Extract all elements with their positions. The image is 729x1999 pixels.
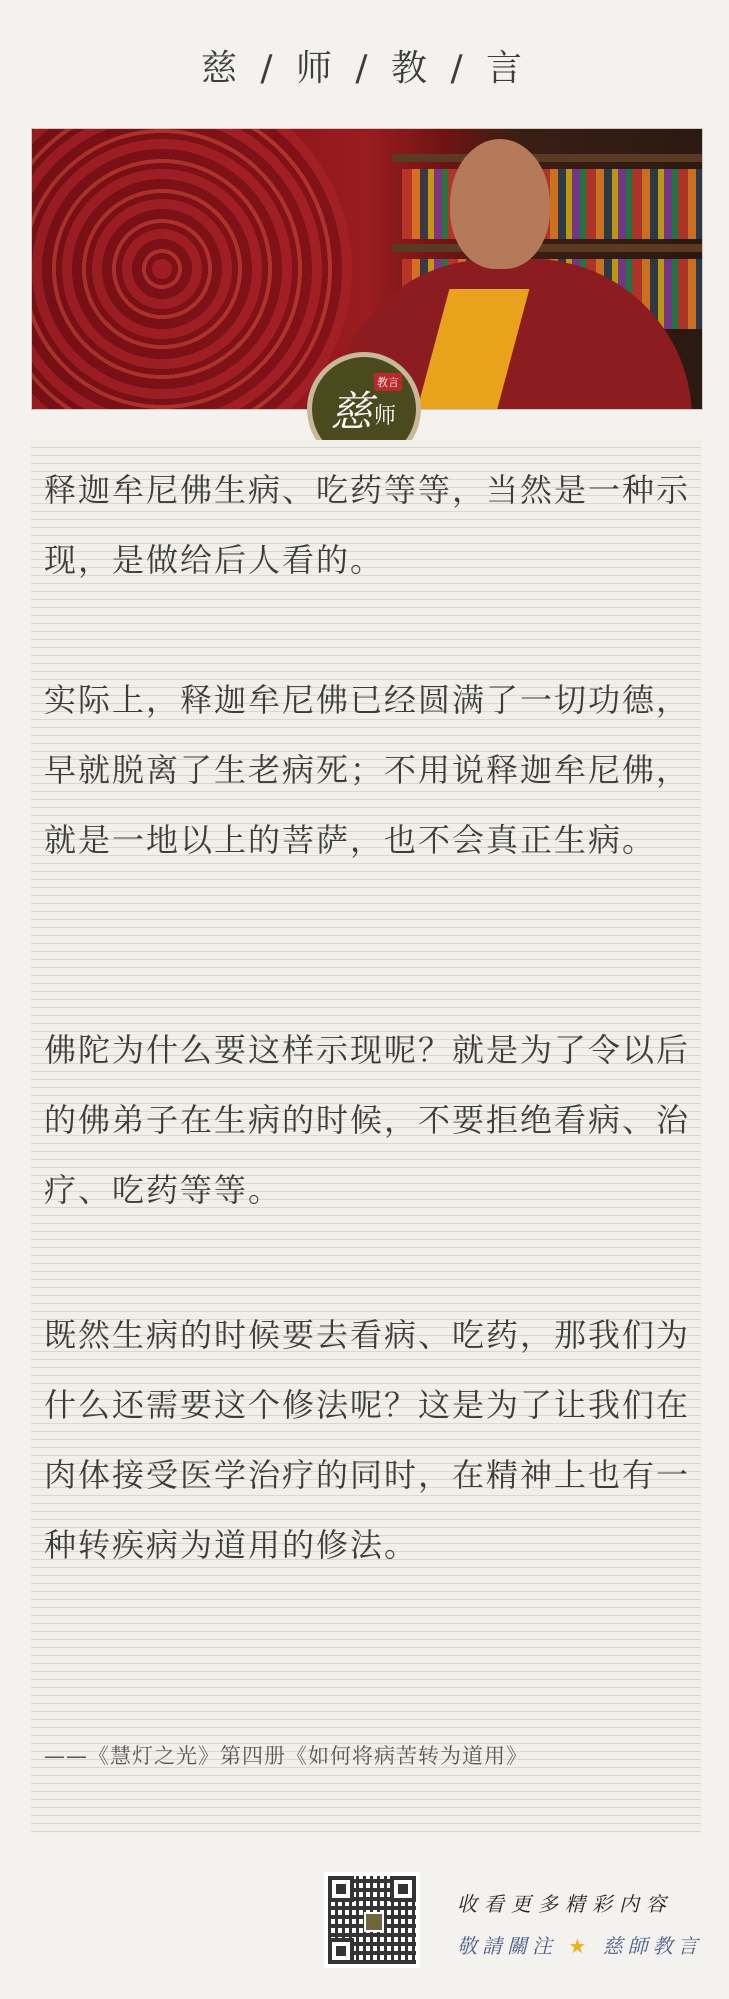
qr-finder xyxy=(390,1876,416,1902)
bookshelf xyxy=(392,244,702,252)
qr-finder xyxy=(328,1938,354,1964)
star-icon: ★ xyxy=(568,1934,592,1958)
logo-char: 师 xyxy=(374,404,397,429)
monk-portrait xyxy=(450,139,550,269)
qr-code[interactable] xyxy=(324,1872,420,1968)
article-body xyxy=(31,440,701,1835)
paragraph: 释迦牟尼佛生病、吃药等等，当然是一种示现，是做给后人看的。 xyxy=(44,471,691,579)
source-citation: ——《慧灯之光》第四册《如何将病苦转为道用》 xyxy=(44,1744,528,1768)
qr-logo xyxy=(364,1912,384,1932)
paragraph: 实际上，释迦牟尼佛已经圆满了一切功德，早就脱离了生老病死；不用说释迦牟尼佛，就是一地以上的菩萨，也不会真正生病。 xyxy=(44,681,691,859)
books-row xyxy=(402,169,702,239)
bookshelf xyxy=(392,154,702,162)
page-title: 慈 / 师 / 教 / 言 xyxy=(200,48,529,89)
paragraph: 佛陀为什么要这样示现呢？就是为了令以后的佛弟子在生病的时候，不要拒绝看病、治疗、吃药等等。 xyxy=(44,1031,691,1209)
qr-finder xyxy=(328,1876,354,1902)
ornament-medallion xyxy=(31,128,352,410)
follow-text: 敬請關注 xyxy=(457,1934,557,1958)
footer-follow xyxy=(457,1930,717,1959)
logo-tag: 教言 xyxy=(374,373,402,391)
paragraph: 既然生病的时候要去看病、吃药，那我们为什么还需要这个修法呢？这是为了让我们在肉体接受医学治疗的同时，在精神上也有一种转疾病为道用的修法。 xyxy=(44,1316,691,1564)
footer-tagline: 收看更多精彩内容 xyxy=(457,1892,673,1916)
account-name: 慈師教言 xyxy=(602,1934,703,1958)
qr-pattern xyxy=(328,1876,416,1964)
logo-char: 慈 xyxy=(330,387,373,436)
